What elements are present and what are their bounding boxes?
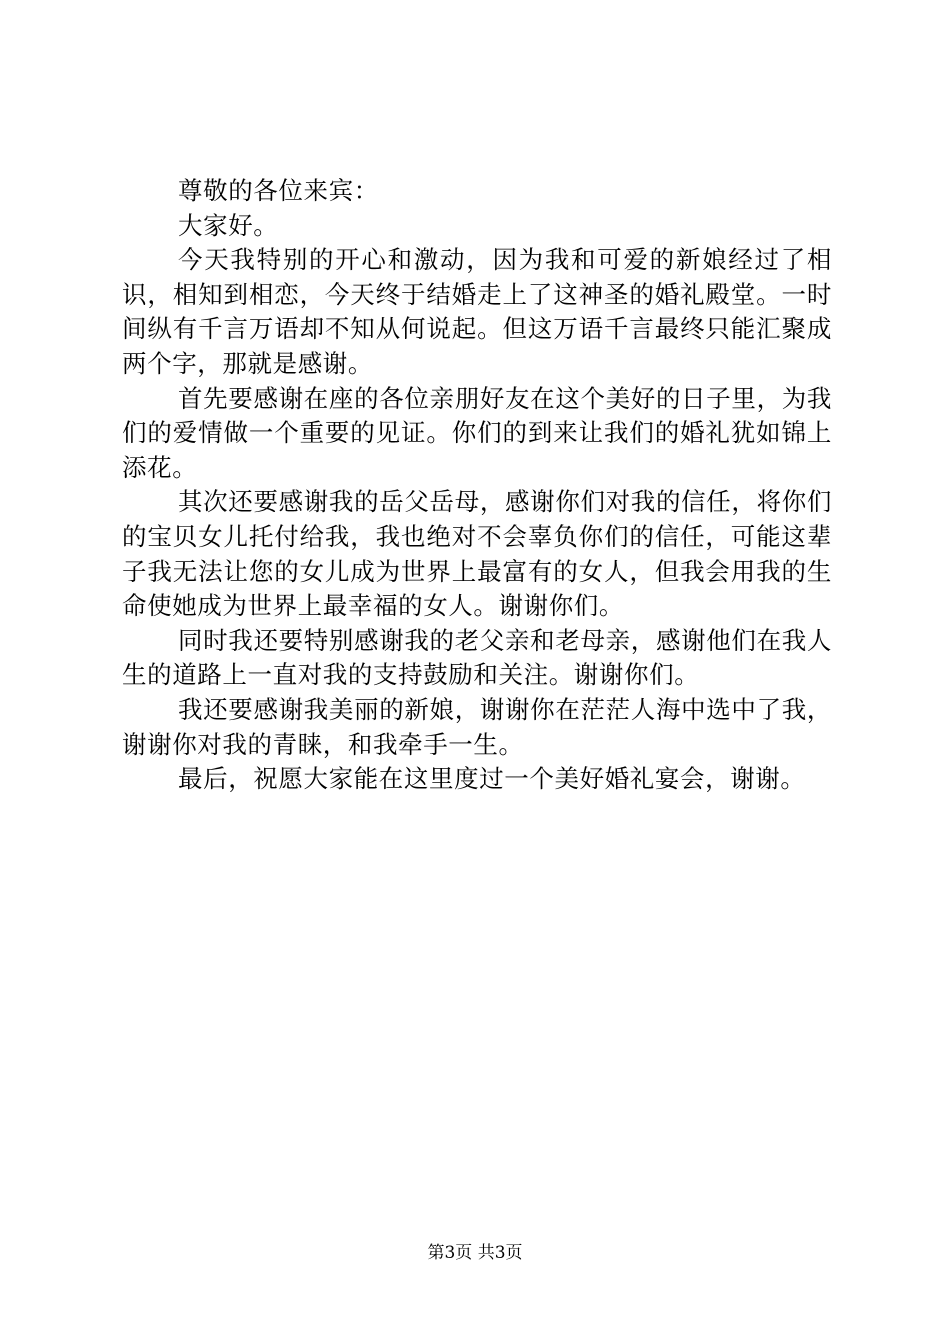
paragraph: 其次还要感谢我的岳父岳母，感谢你们对我的信任，将你们的宝贝女儿托付给我，我也绝对不会辜负你们的信任，可能这辈子我无法让您的女儿成为世界上最富有的女人，但我会用我的生命使她成为世界上最幸福的女人。谢谢你们。 <box>122 487 832 621</box>
closing: 最后，祝愿大家能在这里度过一个美好婚礼宴会，谢谢。 <box>178 764 806 794</box>
paragraph: 首先要感谢在座的各位亲朋好友在这个美好的日子里，为我们的爱情做一个重要的见证。你们的到来让我们的婚礼犹如锦上添花。 <box>122 383 832 482</box>
document-body <box>122 174 832 797</box>
salutation: 尊敬的各位来宾： <box>178 176 379 205</box>
paragraph: 我还要感谢我美丽的新娘，谢谢你在茫茫人海中选中了我，谢谢你对我的青睐，和我牵手一生。 <box>122 694 832 759</box>
page-number-footer: 第3页 共3页 <box>427 1243 523 1263</box>
greeting: 大家好。 <box>178 210 279 240</box>
paragraph: 同时我还要特别感谢我的老父亲和老母亲，感谢他们在我人生的道路上一直对我的支持鼓励和关注。谢谢你们。 <box>122 625 832 690</box>
paragraph: 今天我特别的开心和激动，因为我和可爱的新娘经过了相识，相知到相恋，今天终于结婚走上了这神圣的婚礼殿堂。一时间纵有千言万语却不知从何说起。但这万语千言最终只能汇聚成两个字，那就是感谢。 <box>122 245 832 378</box>
